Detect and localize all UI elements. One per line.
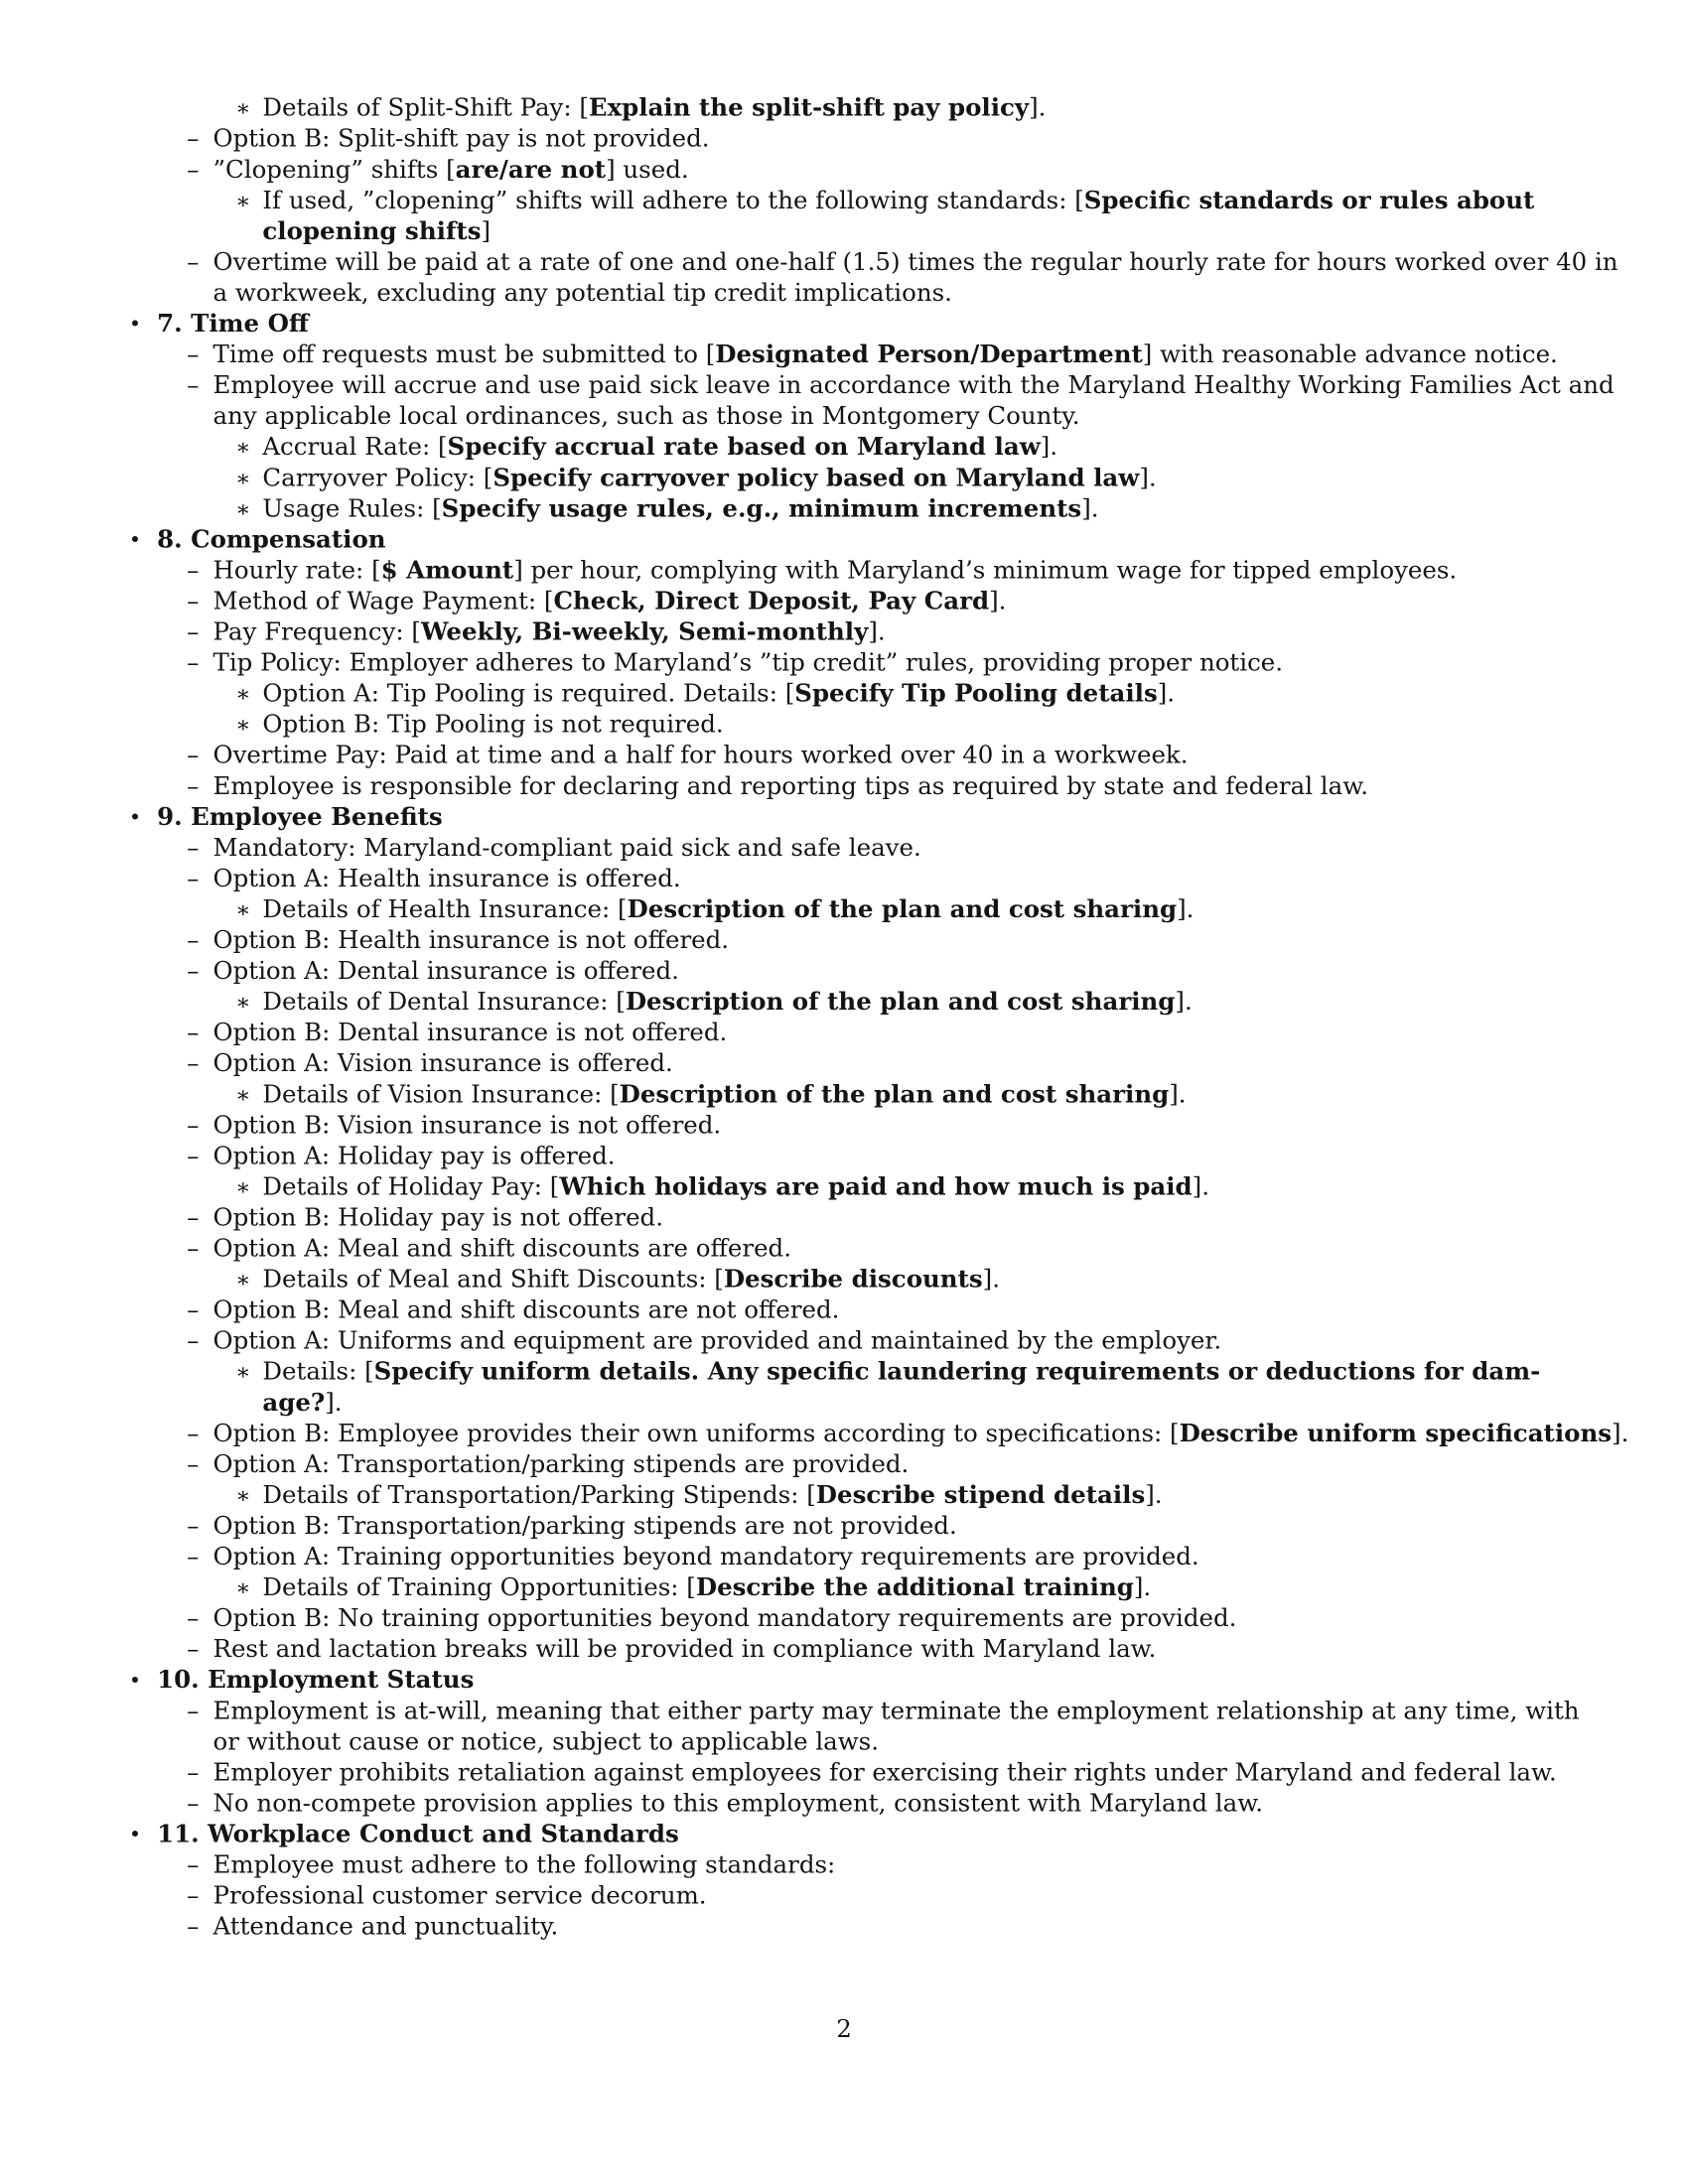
list-item-line — [213, 1111, 722, 1142]
list-item-line — [262, 710, 723, 741]
section-heading — [157, 309, 309, 340]
list-item-line — [213, 1296, 840, 1326]
placeholder-text: age? — [262, 1389, 326, 1418]
list-item-line — [213, 247, 1618, 278]
body-text: any applicable local ordinances, such as those in Montgomery County. — [212, 402, 1080, 431]
body-text: Option B: Dental insurance is not offered. — [212, 1019, 728, 1047]
placeholder-text: Specific standards or rules about — [1083, 187, 1535, 215]
placeholder-text: Specify carryover policy based on Maryland law — [492, 464, 1140, 492]
body-text: Option A: Dental insurance is offered. — [212, 957, 679, 986]
body-text: Option A: Health insurance is offered. — [212, 865, 681, 893]
body-text: ] with reasonable advance notice. — [1142, 341, 1558, 369]
asterisk-icon: ∗ — [235, 1359, 251, 1386]
dash-icon: – — [187, 1111, 200, 1140]
body-text: a workweek, excluding any potential tip credit implications. — [212, 279, 952, 308]
list-item-line — [213, 340, 1558, 370]
body-text: Overtime Pay: Paid at time and a half for hours worked over 40 in a workweek. — [212, 742, 1189, 770]
body-text: Pay Frequency: [ — [212, 617, 421, 647]
body-text: Option B: Tip Pooling is not required. — [262, 711, 724, 740]
dash-icon: – — [187, 617, 200, 647]
asterisk-icon: ∗ — [235, 896, 251, 923]
dash-icon: – — [187, 1604, 200, 1633]
list-item-line — [213, 1449, 910, 1480]
dash-icon: – — [187, 1789, 200, 1819]
section-heading — [157, 802, 443, 833]
dash-icon: – — [187, 1420, 200, 1448]
body-text: Option A: Vision insurance is offered. — [212, 1049, 673, 1078]
body-text: Option A: Tip Pooling is required. Details: [ — [262, 679, 795, 709]
placeholder-text: 11. Workplace Conduct and Standards — [157, 1820, 679, 1849]
body-text: Details of Split-Shift Pay: [ — [262, 94, 589, 123]
body-text: ] used. — [606, 156, 689, 185]
dash-icon: – — [187, 834, 200, 863]
dash-icon: – — [187, 1512, 200, 1541]
body-text: Details of Health Insurance: [ — [262, 895, 628, 924]
body-text: Details of Dental Insurance: [ — [262, 988, 626, 1017]
body-text: ”Clopening” shifts [ — [212, 156, 456, 185]
list-item-line — [213, 1758, 1557, 1789]
body-text: ]. — [1157, 679, 1176, 709]
placeholder-text: 9. Employee Benefits — [157, 803, 443, 832]
list-item-line — [262, 186, 1534, 216]
placeholder-text: Describe uniform specifications — [1179, 1420, 1613, 1448]
list-item-line — [213, 402, 1080, 433]
body-text: ]. — [868, 617, 886, 647]
dash-icon: – — [187, 1850, 200, 1880]
body-text: Option A: Transportation/parking stipends are provided. — [212, 1450, 910, 1479]
dash-icon: – — [187, 1203, 200, 1233]
asterisk-icon: ∗ — [235, 1482, 251, 1509]
asterisk-icon: ∗ — [235, 1266, 251, 1294]
asterisk-icon: ∗ — [235, 711, 251, 739]
placeholder-text: Description of the plan and cost sharing — [625, 988, 1176, 1017]
body-text: Details: [ — [262, 1358, 374, 1387]
list-item-line — [262, 894, 1194, 925]
body-text: Option B: Holiday pay is not offered. — [212, 1203, 663, 1233]
list-item-line — [213, 1234, 791, 1265]
dash-icon: – — [187, 1635, 200, 1664]
page-number: 2 — [836, 2015, 852, 2044]
dash-icon: – — [187, 772, 200, 801]
body-text: Rest and lactation breaks will be provided in compliance with Maryland law. — [212, 1635, 1157, 1664]
list-item-line — [262, 988, 1192, 1019]
body-text: Overtime will be paid at a rate of one and one-half (1.5) times the regular hourly rate for hours worked over 40 in — [212, 248, 1618, 277]
list-item-line — [262, 1572, 1151, 1603]
body-text: ]. — [1175, 988, 1193, 1017]
dash-icon: – — [187, 865, 200, 893]
body-text: Option A: Holiday pay is offered. — [212, 1142, 616, 1170]
list-item-line — [213, 1542, 1199, 1572]
dash-icon: – — [187, 1543, 200, 1571]
body-text: or without cause or notice, subject to applicable laws. — [212, 1727, 880, 1756]
list-item-line — [213, 1912, 559, 1943]
body-text: ] per hour, complying with Maryland’s minimum wage for tipped employees. — [513, 556, 1458, 586]
asterisk-icon: ∗ — [235, 495, 251, 522]
body-text: Method of Wage Payment: [ — [212, 587, 554, 616]
placeholder-text: Weekly, Bi-weekly, Semi-monthly — [420, 617, 869, 647]
list-item-line — [213, 833, 921, 864]
body-text: Option B: No training opportunities beyond mandatory requirements are provided. — [212, 1604, 1237, 1633]
asterisk-icon: ∗ — [235, 94, 251, 122]
list-item-line — [213, 741, 1189, 771]
placeholder-text: Describe discounts — [723, 1265, 983, 1295]
dash-icon: – — [187, 587, 200, 616]
body-text: Option A: Training opportunities beyond mandatory requirements are provided. — [212, 1543, 1199, 1571]
list-item-line — [262, 1172, 1209, 1203]
body-text: If used, ”clopening” shifts will adhere to the following standards: [ — [262, 187, 1084, 215]
body-text: Employee will accrue and use paid sick leave in accordance with the Maryland Healthy Working Families Act and — [212, 371, 1615, 400]
body-text: Option B: Employee provides their own uniforms according to specifications: [ — [212, 1420, 1180, 1448]
asterisk-icon: ∗ — [235, 434, 251, 461]
body-text: Employer prohibits retaliation against employees for exercising their rights under Maryland and federal law. — [212, 1758, 1557, 1787]
list-item-line — [262, 679, 1175, 710]
placeholder-text: Specify usage rules, e.g., minimum increments — [441, 494, 1082, 523]
list-item-line — [262, 1480, 1162, 1511]
list-item-line — [213, 1635, 1157, 1666]
body-text: Hourly rate: [ — [212, 556, 381, 586]
list-item-line — [213, 587, 1007, 617]
body-text: Option A: Meal and shift discounts are offered. — [212, 1234, 792, 1264]
list-item-line — [213, 648, 1284, 679]
placeholder-text: 10. Employment Status — [157, 1666, 475, 1695]
list-item-line — [213, 1419, 1629, 1449]
body-text: Option B: Transportation/parking stipends are not provided. — [212, 1512, 957, 1541]
asterisk-icon: ∗ — [235, 465, 251, 491]
list-item-line — [213, 1326, 1222, 1357]
bullet-icon: • — [128, 1823, 142, 1847]
bullet-icon: • — [128, 1669, 142, 1693]
section-heading — [157, 525, 386, 556]
placeholder-text: 7. Time Off — [157, 310, 309, 339]
asterisk-icon: ∗ — [235, 1081, 251, 1108]
bullet-icon: • — [128, 313, 142, 337]
list-item-line — [213, 1604, 1237, 1635]
list-item-line — [213, 1203, 663, 1234]
body-text: Attendance and punctuality. — [212, 1912, 559, 1942]
body-text: ]. — [989, 587, 1007, 616]
placeholder-text: 8. Compensation — [157, 525, 386, 554]
bullet-icon: • — [128, 528, 142, 553]
placeholder-text: are/are not — [455, 156, 607, 185]
placeholder-text: Description of the plan and cost sharing — [619, 1080, 1170, 1109]
dash-icon: – — [187, 341, 200, 369]
body-text: ]. — [1133, 1573, 1152, 1602]
body-text: Accrual Rate: [ — [262, 433, 448, 462]
list-item-line — [262, 1357, 1540, 1388]
body-text: ]. — [982, 1265, 1001, 1295]
body-text: Employee is responsible for declaring and reporting tips as required by state and federal law. — [212, 772, 1369, 801]
list-item-line — [213, 1142, 616, 1172]
body-text: ]. — [1029, 94, 1047, 123]
placeholder-text: Specify accrual rate based on Maryland law — [447, 433, 1041, 462]
list-item-line — [262, 464, 1156, 494]
dash-icon: – — [187, 248, 200, 277]
dash-icon: – — [187, 1697, 200, 1725]
dash-icon: – — [187, 1019, 200, 1047]
dash-icon: – — [187, 1881, 200, 1911]
body-text: Professional customer service decorum. — [212, 1881, 707, 1911]
asterisk-icon: ∗ — [235, 680, 251, 708]
body-text: Option B: Vision insurance is not offered. — [212, 1111, 722, 1140]
body-text: ]. — [1192, 1172, 1210, 1202]
dash-icon: – — [187, 926, 200, 955]
list-item-line — [213, 864, 681, 894]
list-item-line — [213, 1789, 1263, 1820]
dash-icon: – — [187, 742, 200, 770]
body-text: Option B: Split-shift pay is not provided. — [212, 125, 710, 154]
placeholder-text: Describe stipend details — [815, 1481, 1146, 1510]
list-item-line — [213, 278, 952, 309]
list-item-line — [213, 1727, 879, 1758]
section-heading — [157, 1820, 679, 1850]
placeholder-text: Which holidays are paid and how much is paid — [559, 1172, 1193, 1202]
list-item-line — [213, 1019, 728, 1049]
body-text: ]. — [1612, 1420, 1629, 1448]
placeholder-text: Designated Person/Department — [715, 341, 1143, 369]
dash-icon: – — [187, 1758, 200, 1787]
dash-icon: – — [187, 1450, 200, 1479]
asterisk-icon: ∗ — [235, 1173, 251, 1201]
list-item-line — [262, 433, 1057, 464]
list-item-line — [213, 1850, 836, 1881]
list-item-line — [213, 155, 689, 186]
section-heading — [157, 1666, 474, 1697]
list-item-line — [262, 494, 1098, 525]
asterisk-icon: ∗ — [235, 989, 251, 1016]
placeholder-text: Explain the split-shift pay policy — [588, 94, 1030, 123]
body-text: Details of Training Opportunities: [ — [262, 1573, 696, 1602]
placeholder-text: Specify uniform details. Any specific laundering requirements or deductions for dam- — [373, 1358, 1541, 1387]
list-item-line — [213, 925, 730, 956]
dash-icon: – — [187, 1142, 200, 1170]
bullet-icon: • — [128, 806, 142, 830]
placeholder-text: Check, Direct Deposit, Pay Card — [553, 587, 990, 616]
list-item-line — [213, 1049, 673, 1080]
body-text: Details of Meal and Shift Discounts: [ — [262, 1265, 724, 1295]
body-text: Mandatory: Maryland-compliant paid sick and safe leave. — [212, 834, 921, 863]
body-text: ]. — [325, 1389, 343, 1418]
list-item-line — [213, 124, 710, 155]
list-item-line — [213, 371, 1615, 402]
list-item-line — [213, 956, 679, 987]
dash-icon: – — [187, 1912, 200, 1942]
dash-icon: – — [187, 648, 200, 678]
dash-icon: – — [187, 156, 200, 185]
dash-icon: – — [187, 1234, 200, 1264]
placeholder-text: $ Amount — [380, 556, 514, 586]
body-text: Option B: Health insurance is not offered. — [212, 926, 730, 955]
body-text: Employee must adhere to the following standards: — [212, 1850, 836, 1880]
body-text: Details of Holiday Pay: [ — [262, 1172, 560, 1202]
list-item-line — [213, 617, 886, 648]
body-text: Option A: Uniforms and equipment are provided and maintained by the employer. — [212, 1327, 1222, 1356]
body-text: ]. — [1139, 464, 1157, 492]
list-item-line — [213, 1881, 707, 1912]
body-text: ]. — [1081, 494, 1099, 523]
body-text: Usage Rules: [ — [262, 494, 442, 523]
list-item-line — [262, 1388, 342, 1419]
body-text: Carryover Policy: [ — [262, 464, 493, 492]
placeholder-text: Describe the additional training — [695, 1573, 1134, 1602]
body-text: No non-compete provision applies to this employment, consistent with Maryland law. — [212, 1789, 1264, 1819]
body-text: Option B: Meal and shift discounts are not offered. — [212, 1296, 840, 1325]
dash-icon: – — [187, 1296, 200, 1325]
dash-icon: – — [187, 1327, 200, 1356]
list-item-line — [213, 1511, 957, 1542]
dash-icon: – — [187, 957, 200, 986]
body-text: Employment is at-will, meaning that either party may terminate the employment relationship at any time, with — [212, 1697, 1580, 1725]
asterisk-icon: ∗ — [235, 188, 251, 214]
asterisk-icon: ∗ — [235, 1574, 251, 1601]
list-item-line — [213, 1697, 1580, 1727]
body-text: Tip Policy: Employer adheres to Maryland’s ”tip credit” rules, providing proper notice. — [212, 648, 1284, 678]
placeholder-text: Description of the plan and cost sharing — [627, 895, 1178, 924]
list-item-line — [213, 556, 1458, 587]
list-item-line — [262, 1265, 1000, 1296]
list-item-line — [213, 771, 1368, 802]
body-text: Details of Transportation/Parking Stipends: [ — [262, 1481, 816, 1510]
placeholder-text: clopening shifts — [262, 217, 482, 246]
body-text: ] — [481, 217, 492, 246]
dash-icon: – — [187, 556, 200, 586]
list-item-line — [262, 93, 1046, 124]
body-text: Time off requests must be submitted to [ — [212, 341, 716, 369]
body-text: Details of Vision Insurance: [ — [262, 1080, 620, 1109]
list-item-line — [262, 216, 491, 247]
list-item-line — [262, 1080, 1186, 1111]
body-text: ]. — [1145, 1481, 1163, 1510]
body-text: ]. — [1169, 1080, 1187, 1109]
body-text: ]. — [1177, 895, 1195, 924]
body-text: ]. — [1040, 433, 1058, 462]
dash-icon: – — [187, 1049, 200, 1078]
dash-icon: – — [187, 371, 200, 400]
dash-icon: – — [187, 125, 200, 154]
placeholder-text: Specify Tip Pooling details — [794, 679, 1158, 709]
